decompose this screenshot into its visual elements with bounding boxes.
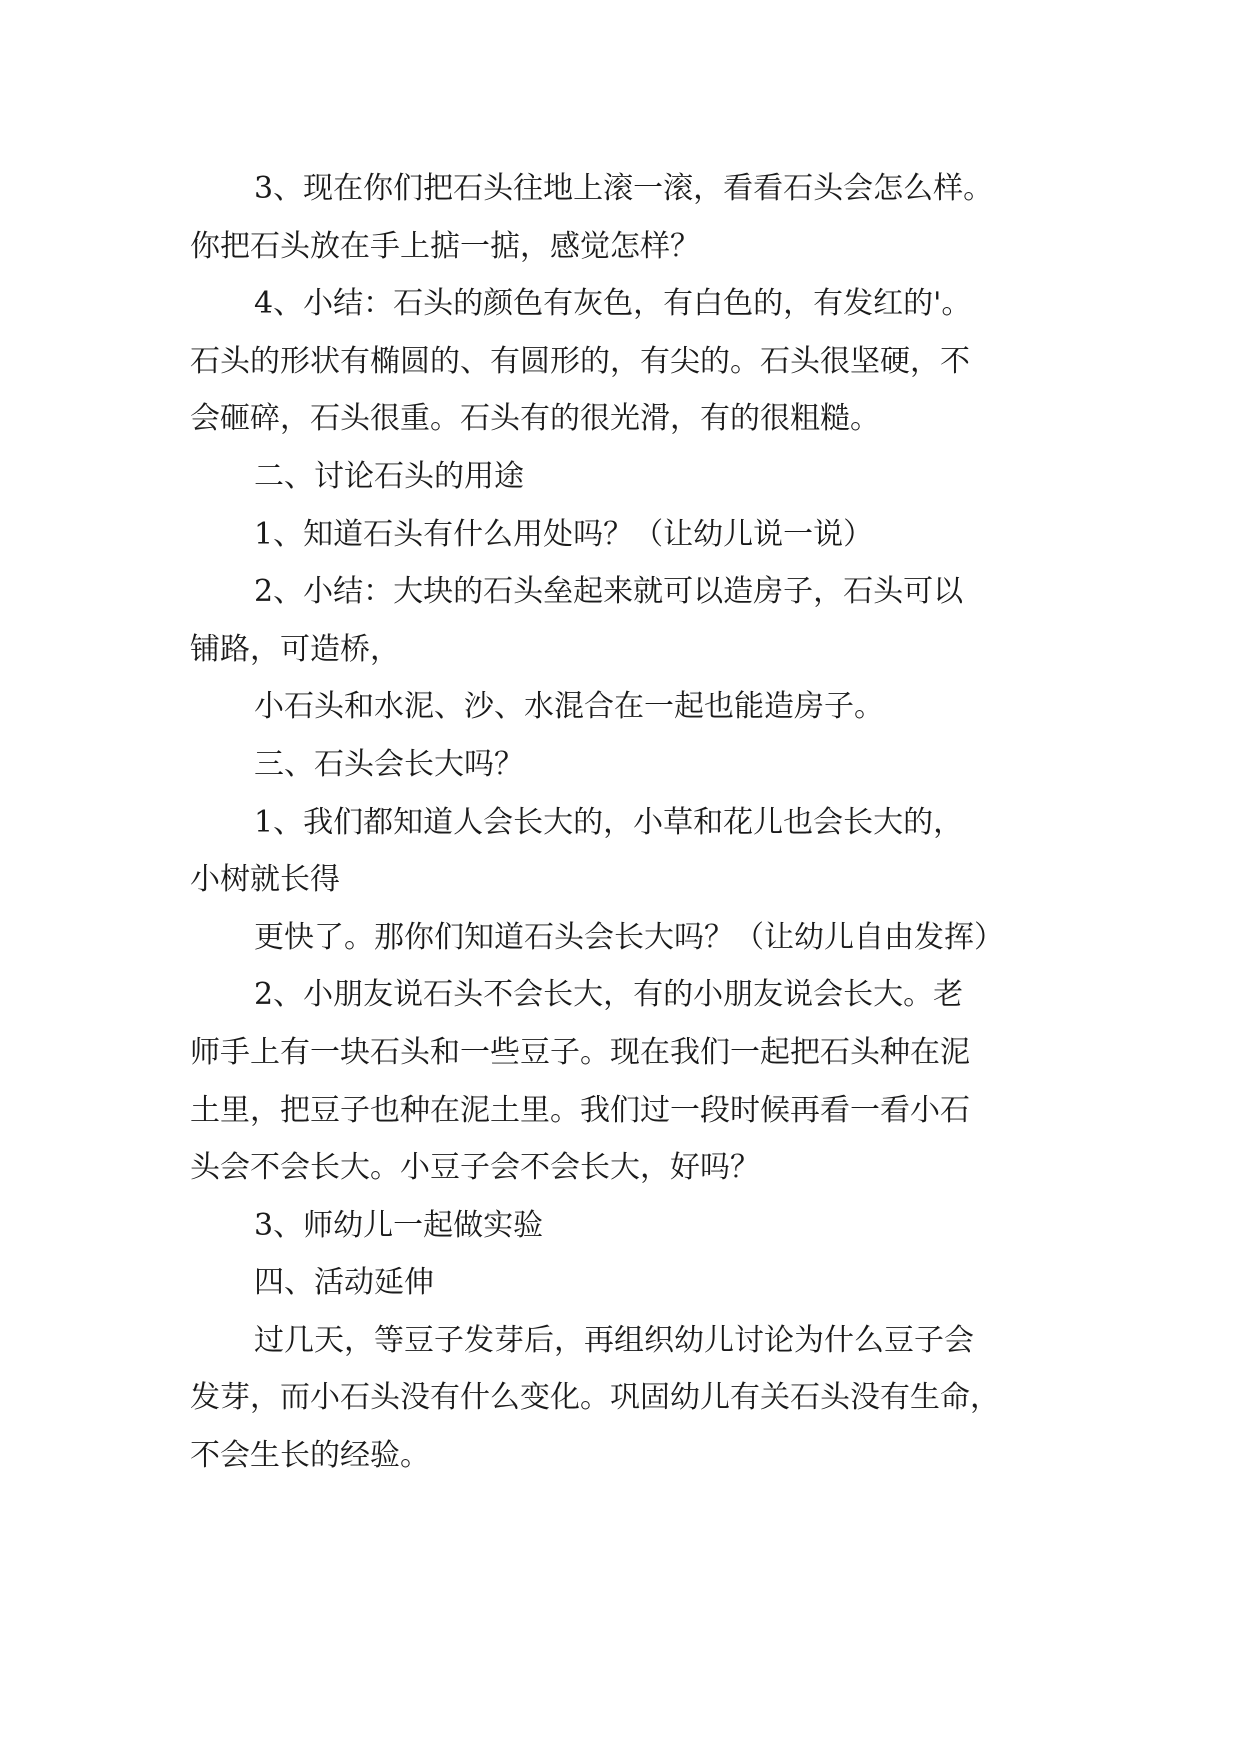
document-body [190, 160, 1070, 1485]
text-line: 石头的形状有椭圆的、有圆形的，有尖的。石头很坚硬，不 [190, 343, 970, 379]
text-line: 2、小结：大块的石头垒起来就可以造房子，石头可以 [254, 574, 964, 610]
text-line: 发芽，而小石头没有什么变化。巩固幼儿有关石头没有生命， [190, 1380, 1000, 1416]
text-line: 1、我们都知道人会长大的，小草和花儿也会长大的， [254, 804, 964, 840]
section-heading: 三、石头会长大吗？ [254, 746, 524, 782]
text-line: 头会不会长大。小豆子会不会长大，好吗？ [190, 1150, 760, 1186]
text-line: 1、知道石头有什么用处吗？（让幼儿说一说） [254, 516, 874, 552]
text-line: 2、小朋友说石头不会长大，有的小朋友说会长大。老 [254, 977, 964, 1013]
text-line: 不会生长的经验。 [190, 1438, 430, 1474]
section-heading: 四、活动延伸 [254, 1265, 434, 1301]
section-heading: 二、讨论石头的用途 [254, 458, 524, 494]
text-line: 4、小结：石头的颜色有灰色，有白色的，有发红的'。 [254, 286, 972, 322]
text-line: 土里，把豆子也种在泥土里。我们过一段时候再看一看小石 [190, 1092, 970, 1128]
text-line: 你把石头放在手上掂一掂，感觉怎样？ [190, 228, 700, 264]
text-line: 3、师幼儿一起做实验 [254, 1207, 544, 1243]
text-line: 3、现在你们把石头往地上滚一滚，看看石头会怎么样。 [254, 171, 994, 206]
text-line: 会砸碎，石头很重。石头有的很光滑，有的很粗糙。 [190, 401, 880, 437]
text-line: 师手上有一块石头和一些豆子。现在我们一起把石头种在泥 [190, 1034, 970, 1070]
text-line: 小树就长得 [190, 862, 340, 898]
text-line: 更快了。那你们知道石头会长大吗？（让幼儿自由发挥） [254, 919, 1004, 955]
text-line: 过几天，等豆子发芽后，再组织幼儿讨论为什么豆子会 [254, 1322, 974, 1358]
text-line: 铺路，可造桥， [190, 631, 400, 667]
text-line: 小石头和水泥、沙、水混合在一起也能造房子。 [254, 689, 884, 725]
